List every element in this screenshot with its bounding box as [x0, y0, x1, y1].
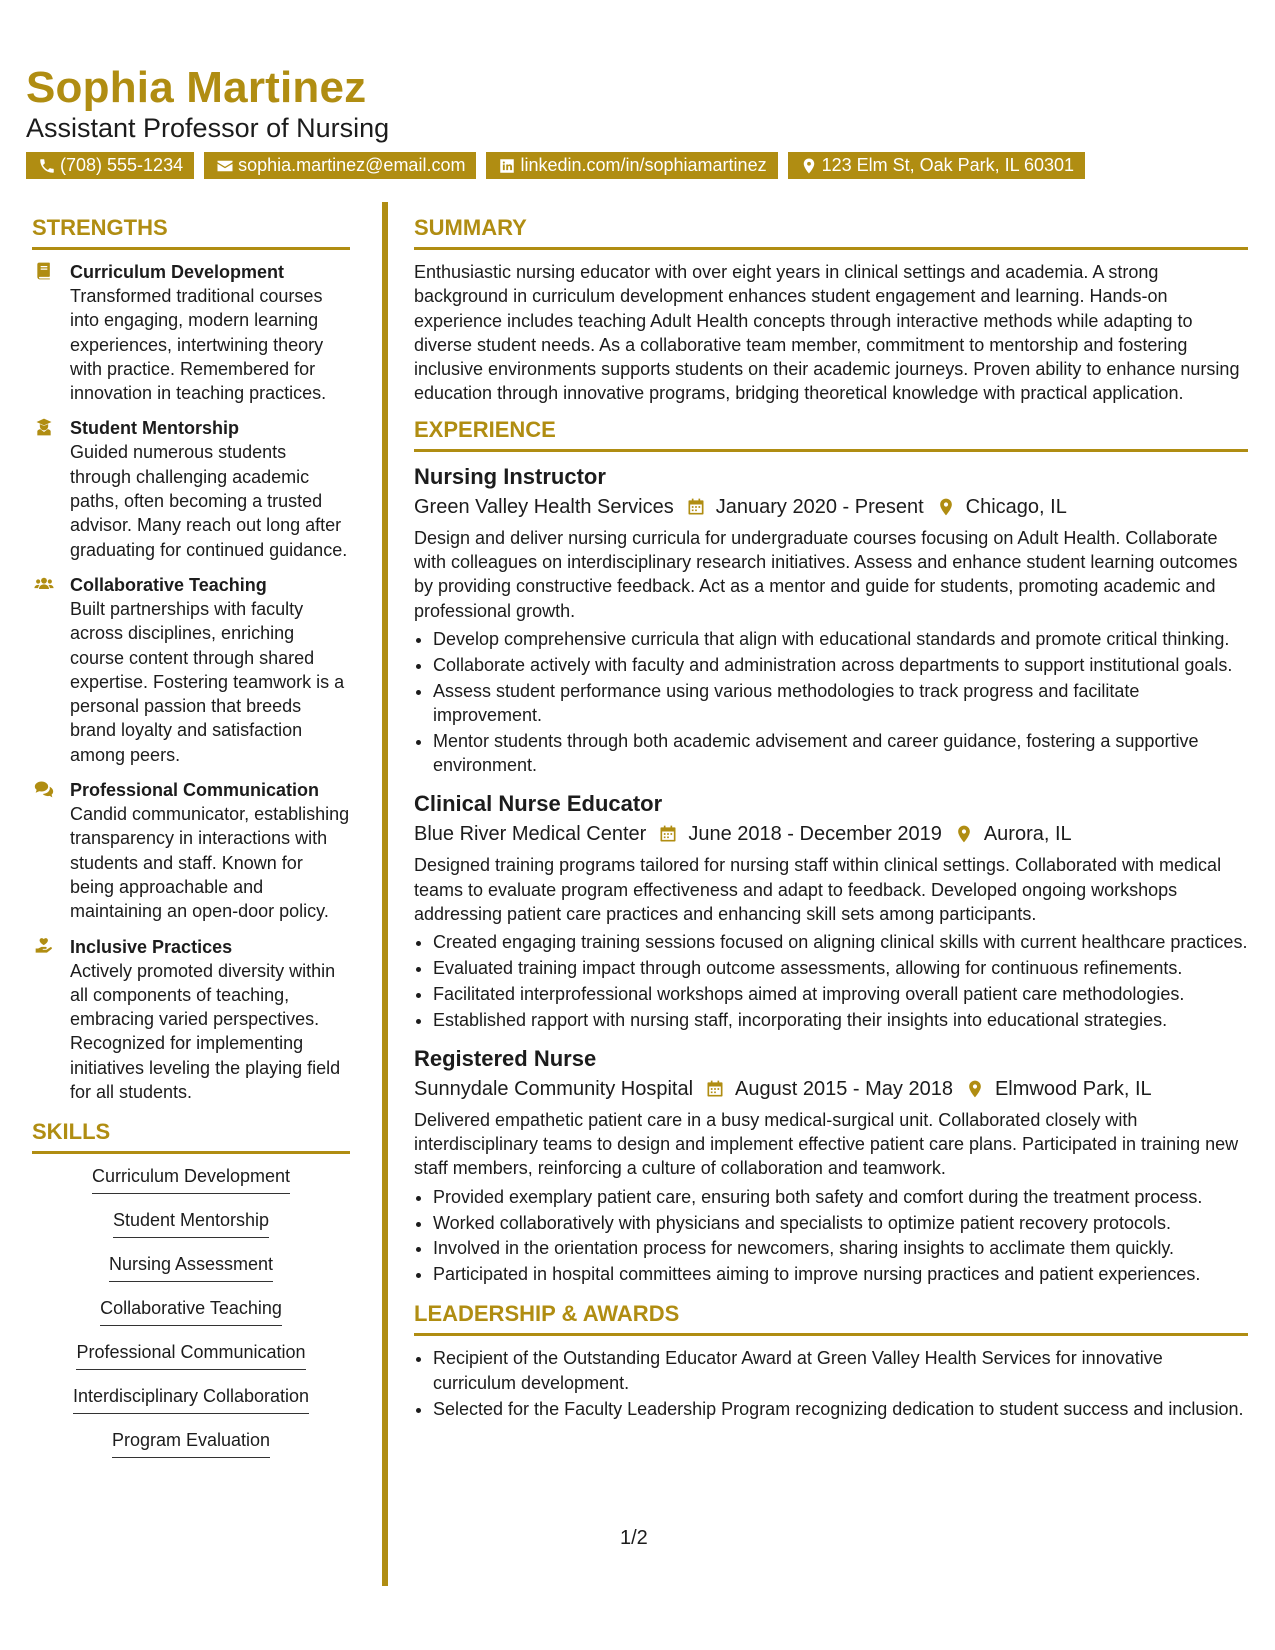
leadership-item: • Selected for the Faculty Leadership Program recognizing dedication to student success and inclusion. [433, 1397, 1248, 1421]
job-company: Sunnydale Community Hospital [414, 1077, 694, 1100]
strength-item [32, 573, 350, 767]
job-bullet: • Created engaging training sessions focused on aligning clinical skills with current healthcare practices. [433, 930, 1248, 954]
map-pin-icon [936, 497, 956, 517]
skill-item: Student Mentorship [113, 1208, 269, 1238]
strength-title: Inclusive Practices [70, 936, 233, 957]
skill-item: Collaborative Teaching [100, 1296, 282, 1326]
strength-title: Professional Communication [70, 780, 320, 801]
left-column [32, 214, 350, 1472]
job-dates: January 2020 - Present [715, 495, 924, 518]
job-bullets [414, 1185, 1248, 1287]
job-entry [414, 1044, 1248, 1287]
skills-heading: SKILLS [32, 1118, 350, 1154]
job-bullet: • Facilitated interprofessional workshops aimed at improving overall patient care methodologies. [433, 982, 1248, 1006]
graduate-icon [32, 417, 56, 441]
summary-text: Enthusiastic nursing educator with over eight years in clinical settings and academia. A strong background in curriculum development enhances student engagement and learning. Hands-on experience includes teaching Adult Health concepts through interactive methods while adapting to diverse student needs. As a collaborative team member, commitment to mentorship and fostering inclusive environments supports students on their academic journeys. Proven ability to enhance nursing education through innovative programs, bridging theoretical knowledge with practical application. [414, 262, 1240, 404]
experience-heading: EXPERIENCE [414, 416, 1248, 452]
strength-item [32, 260, 350, 405]
contact-address-text: 123 Elm St, Oak Park, IL 60301 [821, 155, 1075, 175]
job-meta [414, 819, 1248, 849]
contact-phone-text: (708) 555-1234 [60, 155, 184, 175]
job-bullet: • Evaluated training impact through outcome assessments, allowing for continuous refinements. [433, 956, 1248, 980]
job-meta [414, 492, 1248, 522]
job-entry [414, 789, 1248, 1032]
leadership-item: • Recipient of the Outstanding Educator Award at Green Valley Health Services for innovative curriculum development. [433, 1346, 1248, 1395]
strength-item [32, 778, 350, 923]
skill-item: Program Evaluation [112, 1428, 270, 1458]
job-bullets [414, 930, 1248, 1032]
strength-description: Actively promoted diversity within all components of teaching, embracing varied perspectives. Recognized for implementing initiatives leveling the playing field for all students. [70, 960, 341, 1103]
users-icon [32, 574, 56, 598]
strength-title: Curriculum Development [70, 262, 285, 282]
contact-email[interactable] [204, 152, 476, 179]
job-bullet: • Worked collaboratively with physicians and specialists to optimize patient recovery protocols. [433, 1211, 1248, 1235]
job-description: Delivered empathetic patient care in a busy medical-surgical unit. Collaborated closely with interdisciplinary teams to design and implement effective patient care plans. Participated in training new staff members, reinforcing a culture of collaboration and teamwork. [414, 1109, 1239, 1179]
job-bullet: • Mentor students through both academic advisement and career guidance, fostering a supportive environment. [433, 729, 1248, 778]
job-description: Designed training programs tailored for nursing staff within clinical settings. Collaborated with medical teams to evaluate program effectiveness and adapt to feedback. Developed ongoing workshops addressing patient care practices and enhancing skill sets among participants. [414, 855, 1222, 924]
job-location: Chicago, IL [965, 495, 1067, 518]
job-bullet: • Provided exemplary patient care, ensuring both safety and comfort during the treatment process. [433, 1185, 1248, 1209]
skill-item: Interdisciplinary Collaboration [73, 1384, 309, 1414]
hand-holding-heart-icon [32, 936, 56, 960]
job-location: Elmwood Park, IL [994, 1077, 1152, 1100]
job-company: Green Valley Health Services [414, 495, 674, 518]
book-icon [32, 261, 56, 285]
skill-list [32, 1164, 350, 1472]
job-location: Aurora, IL [983, 823, 1072, 846]
contact-address [788, 152, 1085, 179]
job-dates: June 2018 - December 2019 [688, 823, 942, 846]
strength-description: Candid communicator, establishing transparency in interactions with students and staff. Known for being approachable and maintaining an open-door policy. [70, 804, 350, 922]
map-pin-icon [800, 157, 818, 175]
phone-icon [38, 157, 56, 175]
job-company: Blue River Medical Center [414, 823, 647, 846]
strength-description: Guided numerous students through challenging academic paths, often becoming a trusted advisor. Many reach out long after graduating for continued guidance. [70, 442, 348, 560]
calendar-icon [705, 1079, 725, 1099]
candidate-name: Sophia Martinez [26, 63, 367, 112]
candidate-title: Assistant Professor of Nursing [26, 113, 390, 143]
skill-item: Nursing Assessment [109, 1252, 273, 1282]
job-bullet: • Develop comprehensive curricula that align with educational standards and promote critical thinking. [433, 627, 1248, 651]
job-bullet: • Involved in the orientation process for newcomers, sharing insights to acclimate them quickly. [433, 1236, 1248, 1260]
map-pin-icon [965, 1079, 985, 1099]
strength-item [32, 935, 350, 1105]
job-bullet: • Collaborate actively with faculty and administration across departments to support institutional goals. [433, 653, 1248, 677]
leadership-list [414, 1346, 1248, 1420]
job-entry [414, 462, 1248, 777]
envelope-icon [216, 157, 234, 175]
job-title: Clinical Nurse Educator [414, 791, 663, 817]
calendar-icon [686, 497, 706, 517]
job-description: Design and deliver nursing curricula for undergraduate courses focusing on Adult Health. Collaborate with colleagues on interdisciplinary research initiatives. Assess and enhance student learning outcomes by providing constructive feedback. Act as a mentor and guide for students, promoting academic and professional growth. [414, 527, 1238, 621]
job-bullet: • Established rapport with nursing staff, incorporating their insights into educational strategies. [433, 1008, 1248, 1032]
strength-description: Transformed traditional courses into engaging, modern learning experiences, intertwining theory with practice. Remembered for innovation in teaching practices. [70, 286, 327, 404]
contact-linkedin-text: linkedin.com/in/sophiamartinez [520, 155, 767, 175]
strength-description: Built partnerships with faculty across disciplines, enriching course content through shared expertise. Fostering teamwork is a personal passion that breeds brand loyalty and satisfaction among peers. [70, 598, 345, 765]
skill-item: Professional Communication [76, 1340, 305, 1370]
strengths-heading: STRENGTHS [32, 214, 350, 250]
calendar-icon [658, 824, 678, 844]
job-bullet: • Participated in hospital committees aiming to improve nursing practices and patient experiences. [433, 1262, 1248, 1286]
job-bullet: • Assess student performance using various methodologies to track progress and facilitate improvement. [433, 679, 1248, 728]
column-divider [382, 202, 388, 1586]
comments-icon [32, 779, 56, 803]
skill-item: Curriculum Development [92, 1164, 290, 1194]
contact-bar [26, 152, 1085, 179]
job-bullets [414, 627, 1248, 777]
strength-item [32, 416, 350, 561]
job-dates: August 2015 - May 2018 [735, 1077, 953, 1100]
job-title: Nursing Instructor [414, 463, 606, 489]
job-title: Registered Nurse [414, 1045, 597, 1071]
linkedin-icon [498, 157, 516, 175]
job-meta [414, 1074, 1248, 1104]
summary-heading: SUMMARY [414, 214, 1248, 250]
contact-phone[interactable] [26, 152, 194, 179]
contact-linkedin[interactable] [486, 152, 777, 179]
page-number: 1/2 [620, 1527, 648, 1549]
strength-title: Student Mentorship [70, 418, 239, 439]
leadership-heading: LEADERSHIP & AWARDS [414, 1300, 1248, 1336]
map-pin-icon [954, 824, 974, 844]
contact-email-text: sophia.martinez@email.com [238, 155, 466, 175]
right-column [414, 214, 1248, 1422]
strength-title: Collaborative Teaching [70, 574, 267, 595]
